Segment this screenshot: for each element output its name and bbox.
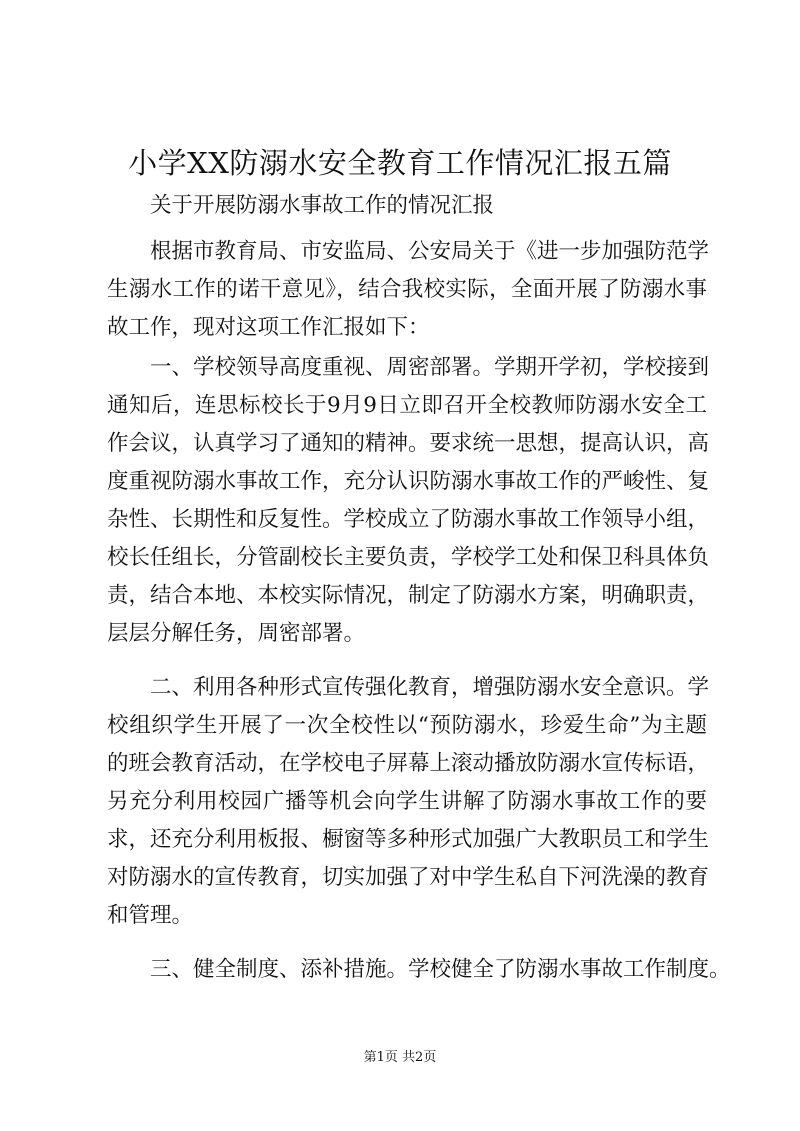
paragraph-line: 一、学校领导高度重视、周密部署。学期开学初，学校接到	[150, 355, 710, 380]
paragraph-line: 层层分解任务，周密部署。	[107, 621, 366, 646]
paragraph-line: 二、利用各种形式宣传强化教育，增强防溺水安全意识。学	[150, 675, 710, 700]
page-number-footer: 第1页 共2页	[363, 1050, 437, 1065]
paragraph-line: 的班会教育活动，在学校电子屏幕上滚动播放防溺水宣传标语，	[107, 751, 710, 776]
paragraph-line: 责，结合本地、本校实际情况，制定了防溺水方案，明确职责，	[107, 583, 710, 608]
paragraph-line: 另充分利用校园广播等机会向学生讲解了防溺水事故工作的要	[107, 789, 707, 814]
paragraph-line: 根据市教育局、市安监局、公安局关于《进一步加强防范学	[150, 239, 710, 264]
paragraph-line: 通知后，连思标校长于9月9日立即召开全校教师防溺水安全工	[107, 393, 707, 418]
paragraph-line: 对防溺水的宣传教育，切实加强了对中学生私自下河洗澡的教育	[107, 865, 710, 890]
document-title: 小学XX防溺水安全教育工作情况汇报五篇	[128, 146, 672, 180]
document-subtitle: 关于开展防溺水事故工作的情况汇报	[150, 193, 495, 218]
paragraph-line: 杂性、长期性和反复性。学校成立了防溺水事故工作领导小组，	[107, 507, 710, 532]
paragraph-line: 三、健全制度、添补措施。学校健全了防溺水事故工作制度。	[150, 957, 731, 982]
paragraph-line: 和管理。	[107, 903, 194, 928]
paragraph-line: 度重视防溺水事故工作，充分认识防溺水事故工作的严峻性、复	[107, 469, 710, 494]
paragraph-line: 求，还充分利用板报、橱窗等多种形式加强广大教职员工和学生	[107, 827, 710, 852]
paragraph-line: 校组织学生开展了一次全校性以“预防溺水，珍爱生命”为主题	[107, 713, 707, 738]
paragraph-line: 校长任组长，分管副校长主要负责，学校学工处和保卫科具体负	[107, 545, 710, 570]
paragraph-line: 故工作，现对这项工作汇报如下：	[107, 315, 430, 340]
paragraph-line: 生溺水工作的诺干意见》，结合我校实际，全面开展了防溺水事	[107, 277, 707, 302]
paragraph-line: 作会议，认真学习了通知的精神。要求统一思想，提高认识，高	[107, 431, 710, 456]
